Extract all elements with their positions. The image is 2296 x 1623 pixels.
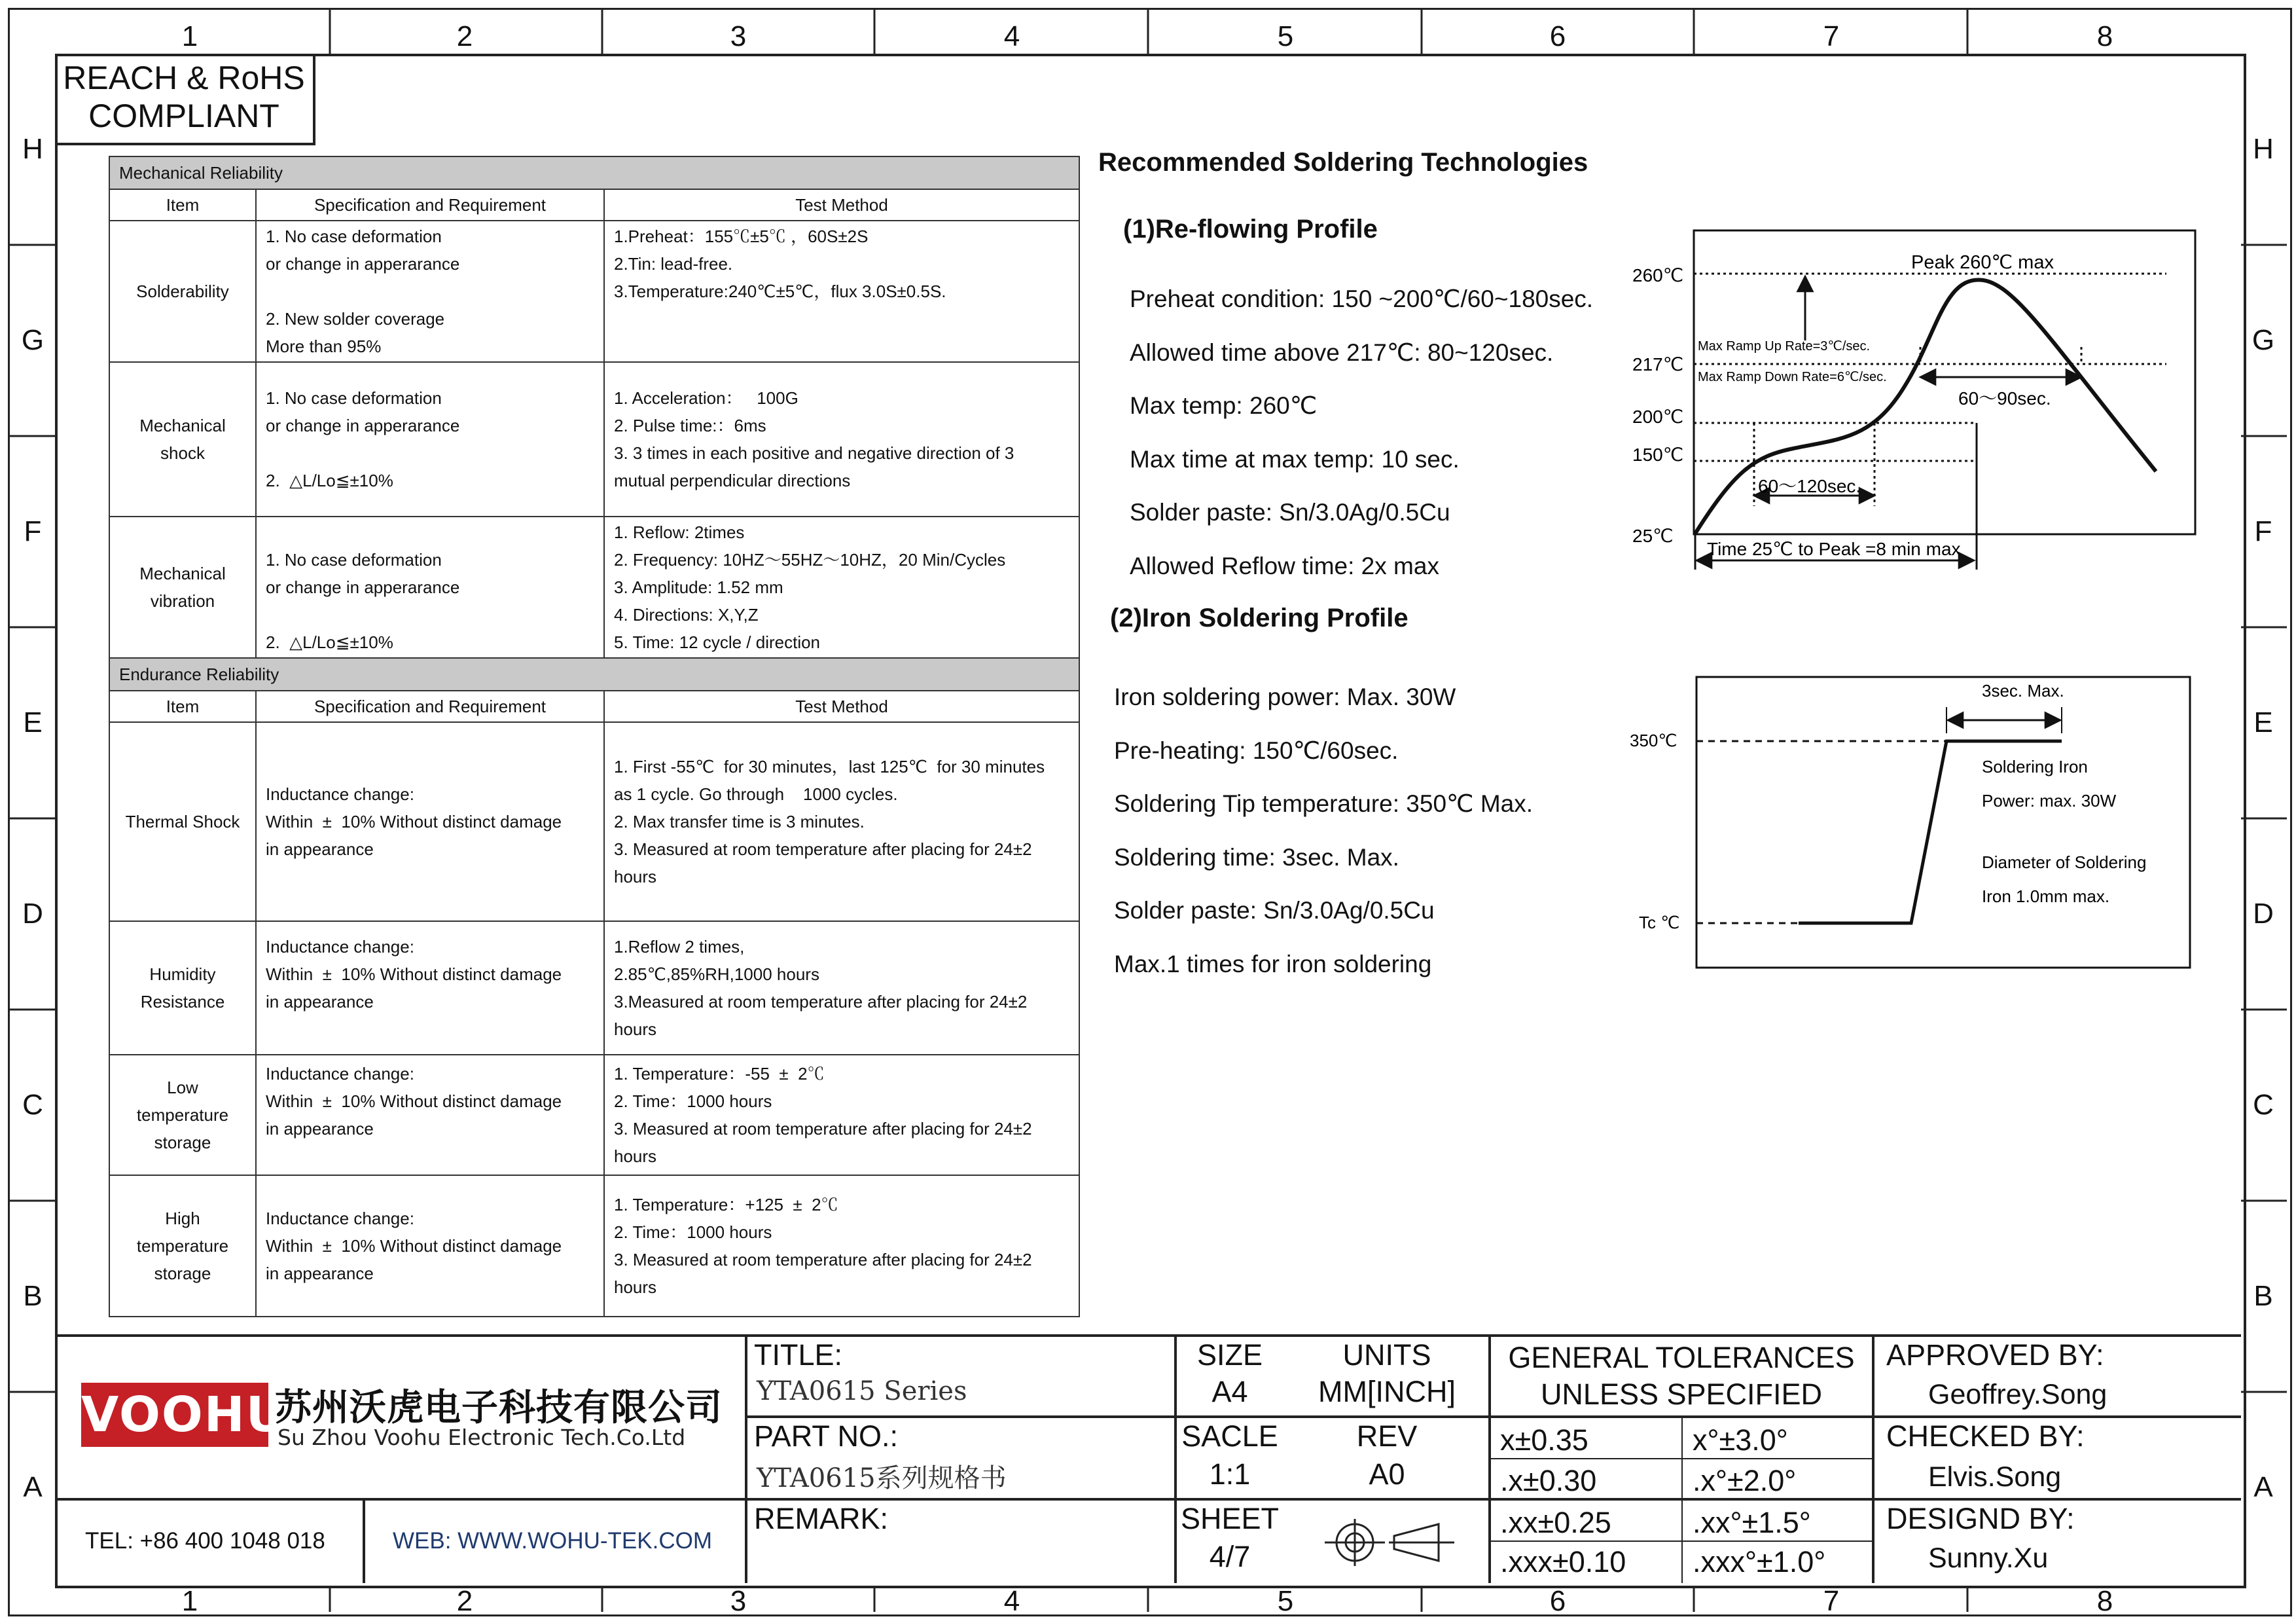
- zone-col-5-bottom: 5: [1277, 1585, 1294, 1617]
- zone-row-a-right: A: [2253, 1471, 2273, 1503]
- approved-value: Geoffrey.Song: [1928, 1379, 2108, 1410]
- item-cell: Mechanical shock: [109, 362, 256, 517]
- zone-col-3-bottom: 3: [730, 1585, 747, 1617]
- zone-col-8: 8: [2096, 20, 2113, 52]
- zone-col-1-bottom: 1: [181, 1585, 198, 1617]
- item-cell: Solderability: [109, 221, 256, 362]
- reflow-y-260: 260℃: [1632, 265, 1684, 285]
- zone-row-c: C: [22, 1089, 43, 1121]
- test-cell: 1.Preheat：155℃±5℃ ，60S±2S 2.Tin: lead-free. 3.Temperature:240℃±5℃，flux 3.0S±0.5S.: [604, 221, 1079, 362]
- spec-cell: Inductance change: Within ± 10% Without distinct damage in appearance: [256, 1055, 604, 1175]
- peak-label: Peak 260℃ max: [1911, 252, 2054, 273]
- soldering-title: Recommended Soldering Technologies: [1098, 148, 1588, 177]
- iron-line: Iron soldering power: Max. 30W: [1114, 684, 1456, 710]
- tolerance-title: GENERAL TOLERANCES UNLESS SPECIFIED: [1508, 1341, 1855, 1411]
- test-cell: 1. Acceleration： 100G 2. Pulse time:：6ms 3. 3 times in each positive and negative direction of 3 mutual perpendicular directions: [604, 362, 1079, 517]
- iron-hold-label: 3sec. Max.: [1982, 681, 2064, 701]
- scale-label: SACLE: [1181, 1419, 1278, 1453]
- test-cell: 1.Reflow 2 times, 2.85℃,85%RH,1000 hours 3.Measured at room temperature after placing for 24±2 hours: [604, 921, 1079, 1055]
- zone-row-f: F: [24, 515, 42, 547]
- spec-cell: Inductance change: Within ± 10% Without distinct damage in appearance: [256, 921, 604, 1055]
- reflow-y-150: 150℃: [1632, 445, 1684, 465]
- zone-col-7-bottom: 7: [1823, 1585, 1840, 1617]
- zone-col-6: 6: [1549, 20, 1566, 52]
- compliance-line-1: REACH & RoHS: [63, 60, 305, 96]
- rev-value: A0: [1369, 1457, 1405, 1491]
- ramp-down-label: Max Ramp Down Rate=6℃/sec.: [1698, 370, 1887, 384]
- reflow-y-217: 217℃: [1632, 354, 1684, 374]
- spec-cell: Inductance change: Within ± 10% Without distinct damage in appearance: [256, 722, 604, 921]
- reflow-y-25: 25℃: [1632, 526, 1674, 546]
- item-cell: Mechanical vibration: [109, 517, 256, 658]
- reflow-line: Max temp: 260℃: [1130, 392, 1318, 419]
- reflow-line: Allowed time above 217℃: 80~120sec.: [1130, 338, 1554, 366]
- zone-col-8-bottom: 8: [2096, 1585, 2113, 1617]
- company-tel: TEL: +86 400 1048 018: [85, 1528, 325, 1554]
- zone-row-c-right: C: [2253, 1089, 2274, 1121]
- size-value: A4: [1211, 1375, 1248, 1408]
- test-cell: 1. Temperature：-55 ± 2℃ 2. Time：1000 hours 3. Measured at room temperature after placing for 24±2 hours: [604, 1055, 1079, 1175]
- iron-line: Soldering time: 3sec. Max.: [1114, 843, 1399, 871]
- company-logo: VOOHU: [81, 1383, 268, 1447]
- end-header-test: Test Method: [604, 691, 1079, 722]
- company-web[interactable]: WEB: WWW.WOHU-TEK.COM: [393, 1528, 712, 1554]
- zone-row-e: E: [23, 706, 43, 739]
- endurance-section-title: Endurance Reliability: [109, 658, 1079, 691]
- iron-note: Power: max. 30W: [1982, 791, 2117, 811]
- zone-row-g: G: [21, 324, 45, 356]
- dwell-label: 60～90sec.: [1958, 388, 2051, 409]
- title-value: YTA0615 Series: [757, 1376, 967, 1406]
- zone-row-d-right: D: [2253, 898, 2274, 930]
- tol-angular-1: .x°±2.0°: [1693, 1464, 1797, 1497]
- company-name-en: Su Zhou Voohu Electronic Tech.Co.Ltd: [278, 1425, 686, 1450]
- zone-row-a: A: [23, 1471, 43, 1503]
- zone-row-h: H: [22, 133, 43, 165]
- part-no-label: PART NO.:: [754, 1419, 899, 1453]
- iron-y-350: 350℃: [1630, 731, 1677, 750]
- end-header-item: Item: [109, 691, 256, 722]
- iron-profile-title: (2)Iron Soldering Profile: [1110, 604, 1408, 632]
- scale-value: 1:1: [1209, 1457, 1251, 1491]
- test-cell: 1. First -55℃ for 30 minutes，last 125℃ for 30 minutes as 1 cycle. Go through 1000 cycles. 2. Max transfer time is 3 minutes. 3. Measured at room temperature after placing for 24±2 hours: [604, 722, 1079, 921]
- compliance-line-2: COMPLIANT: [88, 98, 279, 134]
- sheet-value: 4/7: [1209, 1540, 1251, 1573]
- spec-cell: 1. No case deformation or change in apperarance 2. △L/Lo≦±10%: [256, 517, 604, 658]
- reflow-y-200: 200℃: [1632, 407, 1684, 427]
- test-cell: 1. Reflow: 2times 2. Frequency: 10HZ～55HZ～10HZ，20 Min/Cycles 3. Amplitude: 1.52 mm 4. Directions: X,Y,Z 5. Time: 12 cycle / direction: [604, 517, 1079, 658]
- tol-angular-0: x°±3.0°: [1693, 1423, 1788, 1457]
- zone-col-3: 3: [730, 20, 747, 52]
- zone-row-b-right: B: [2253, 1280, 2273, 1312]
- item-cell: High temperature storage: [109, 1175, 256, 1317]
- test-cell: 1. Temperature：+125 ± 2℃ 2. Time：1000 hours 3. Measured at room temperature after placing for 24±2 hours: [604, 1175, 1079, 1317]
- reflow-profile-title: (1)Re-flowing Profile: [1123, 215, 1378, 244]
- iron-note: Iron 1.0mm max.: [1982, 886, 2110, 906]
- spec-cell: 1. No case deformation or change in apperarance 2. △L/Lo≦±10%: [256, 362, 604, 517]
- zone-col-6-bottom: 6: [1549, 1585, 1566, 1617]
- iron-line: Max.1 times for iron soldering: [1114, 950, 1432, 977]
- zone-col-2-bottom: 2: [456, 1585, 473, 1617]
- ramp-up-label: Max Ramp Up Rate=3℃/sec.: [1698, 339, 1871, 354]
- title-label: TITLE:: [754, 1338, 843, 1372]
- designed-label: DESIGND BY:: [1886, 1502, 2075, 1535]
- iron-line: Solder paste: Sn/3.0Ag/0.5Cu: [1114, 897, 1435, 924]
- zone-col-7: 7: [1823, 20, 1840, 52]
- projection-symbol-icon: [1316, 1516, 1466, 1569]
- mech-header-item: Item: [109, 189, 256, 221]
- zone-row-g-right: G: [2251, 324, 2275, 356]
- units-value: MM[INCH]: [1318, 1375, 1456, 1408]
- spec-cell: 1. No case deformation or change in apperarance 2. New solder coverage More than 95%: [256, 221, 604, 362]
- zone-row-h-right: H: [2253, 133, 2274, 165]
- spec-cell: Inductance change: Within ± 10% Without distinct damage in appearance: [256, 1175, 604, 1317]
- units-label: UNITS: [1342, 1338, 1431, 1372]
- reflow-line: Preheat condition: 150 ~200℃/60~180sec.: [1130, 285, 1594, 312]
- reflow-line: Max time at max temp: 10 sec.: [1130, 445, 1460, 473]
- zone-row-b: B: [23, 1280, 43, 1312]
- sheet-label: SHEET: [1180, 1502, 1280, 1535]
- mech-header-test: Test Method: [604, 189, 1079, 221]
- zone-col-5: 5: [1277, 20, 1294, 52]
- zone-col-4: 4: [1003, 20, 1020, 52]
- item-cell: Low temperature storage: [109, 1055, 256, 1175]
- tol-linear-1: .x±0.30: [1500, 1464, 1597, 1497]
- zone-row-d: D: [22, 898, 43, 930]
- reflow-line: Allowed Reflow time: 2x max: [1130, 552, 1439, 579]
- tol-angular-2: .xx°±1.5°: [1693, 1506, 1811, 1539]
- checked-label: CHECKED BY:: [1886, 1419, 2085, 1453]
- iron-line: Pre-heating: 150℃/60sec.: [1114, 737, 1399, 764]
- designed-value: Sunny.Xu: [1928, 1542, 2049, 1574]
- tol-linear-2: .xx±0.25: [1500, 1506, 1611, 1539]
- item-cell: Thermal Shock: [109, 722, 256, 921]
- approved-label: APPROVED BY:: [1886, 1338, 2104, 1372]
- zone-col-1: 1: [181, 20, 198, 52]
- time-to-peak-label: Time 25℃ to Peak =8 min max: [1707, 539, 1961, 559]
- zone-col-2: 2: [456, 20, 473, 52]
- zone-row-f-right: F: [2254, 515, 2272, 547]
- zone-row-e-right: E: [2253, 706, 2273, 739]
- rev-label: REV: [1356, 1419, 1418, 1453]
- part-no-value: YTA0615系列规格书: [757, 1463, 1007, 1493]
- mech-header-spec: Specification and Requirement: [256, 189, 604, 221]
- tol-angular-3: .xxx°±1.0°: [1693, 1545, 1826, 1578]
- tol-linear-0: x±0.35: [1500, 1423, 1588, 1457]
- preheat-time-label: 60～120sec.: [1758, 476, 1861, 496]
- iron-line: Soldering Tip temperature: 350℃ Max.: [1114, 790, 1534, 817]
- checked-value: Elvis.Song: [1928, 1461, 2062, 1493]
- remark-label: REMARK:: [754, 1502, 889, 1535]
- tol-linear-3: .xxx±0.10: [1500, 1545, 1626, 1578]
- reflow-line: Solder paste: Sn/3.0Ag/0.5Cu: [1130, 499, 1450, 526]
- iron-note: Diameter of Soldering: [1982, 852, 2147, 872]
- zone-col-4-bottom: 4: [1003, 1585, 1020, 1617]
- item-cell: Humidity Resistance: [109, 921, 256, 1055]
- end-header-spec: Specification and Requirement: [256, 691, 604, 722]
- iron-note: Soldering Iron: [1982, 757, 2088, 776]
- mechanical-section-title: Mechanical Reliability: [109, 156, 1079, 189]
- iron-y-tc: Tc ℃: [1639, 913, 1680, 932]
- company-name-cn: 苏州沃虎电子科技有限公司: [275, 1387, 723, 1428]
- size-label: SIZE: [1196, 1338, 1263, 1372]
